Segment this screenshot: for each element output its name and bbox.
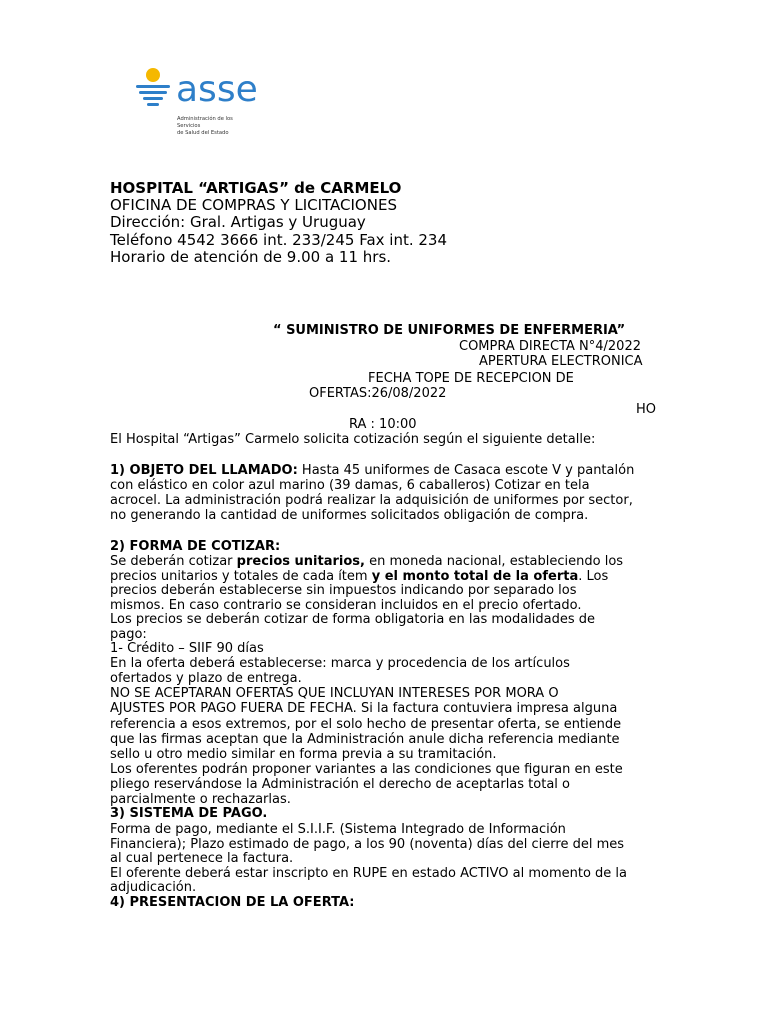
asse-logo (134, 68, 264, 138)
text-run: . Los (578, 569, 609, 584)
logo-line (143, 97, 163, 100)
logo-subtitle-line: de Salud del Estado (177, 130, 229, 136)
text-run: Si la factura contuviera impresa alguna (356, 701, 618, 716)
opening-type: APERTURA ELECTRONICA (479, 354, 643, 369)
section-1-heading: 1) OBJETO DEL LLAMADO: (110, 463, 298, 478)
logo-line (139, 91, 167, 94)
section-2-line: mismos. En caso contrario se consideran incluidos en el precio ofertado. (110, 598, 582, 613)
hospital-title: HOSPITAL “ARTIGAS” de CARMELO (110, 179, 402, 197)
section-2-line: sello u otro medio similar en forma previa a su tramitación. (110, 747, 497, 762)
section-2-line: Los oferentes podrán proponer variantes a las condiciones que figuran en este (110, 762, 623, 777)
section-2-line: parcialmente o rechazarlas. (110, 792, 291, 807)
section-2-line: pliego reservándose la Administración el derecho de aceptarlas total o (110, 777, 570, 792)
section-2-line: referencia a esos extremos, por el solo hecho de presentar oferta, se entiende (110, 717, 622, 732)
intro-text: El Hospital “Artigas” Carmelo solicita cotización según el siguiente detalle: (110, 432, 596, 447)
address: Dirección: Gral. Artigas y Uruguay (110, 213, 366, 232)
section-2-line: Los precios se deberán cotizar de forma obligatoria en las modalidades de (110, 612, 596, 627)
logo-wordmark: asse (176, 69, 258, 110)
deadline-date: OFERTAS:26/08/2022 (309, 386, 447, 401)
deadline-time-cont: RA : 10:00 (349, 417, 417, 432)
section-2-heading: 2) FORMA DE COTIZAR: (110, 539, 281, 554)
section-2-line (110, 702, 617, 717)
office-name: OFICINA DE COMPRAS Y LICITACIONES (110, 196, 397, 215)
section-2-line: precios deberán establecerse sin impuestos indicando por separado los (110, 583, 577, 598)
section-1-line: acrocel. La administración podrá realizar la adquisición de uniformes por sector, (110, 493, 633, 508)
section-1-line: no generando la cantidad de uniformes solicitados obligación de compra. (110, 508, 589, 523)
bold-run: precios unitarios, (236, 554, 365, 569)
text-run: en moneda nacional, estableciendo los (364, 554, 624, 569)
phone: Teléfono 4542 3666 int. 233/245 Fax int. 234 (110, 230, 448, 249)
deadline-time: HO (636, 402, 657, 417)
logo-subtitle-line: Administración de los Servicios (177, 116, 233, 129)
section-1-line (110, 464, 634, 479)
section-2-line: 1- Crédito – SIIF 90 días (110, 641, 264, 656)
sun-icon (146, 68, 160, 82)
text-run: AJUSTES POR PAGO FUERA DE FECHA. (110, 701, 357, 716)
section-3-line: Forma de pago, mediante el S.I.I.F. (Sistema Integrado de Información (110, 822, 566, 837)
logo-subtitle (177, 116, 257, 137)
text-run: Se deberán cotizar (110, 554, 237, 569)
hospital-header (110, 180, 447, 266)
section-2-line: NO SE ACEPTARAN OFERTAS QUE INCLUYAN INTERESES POR MORA O (110, 686, 559, 701)
section-3-line: El oferente deberá estar inscripto en RUPE en estado ACTIVO al momento de la (110, 866, 627, 881)
text-run: precios unitarios y totales de cada ítem (110, 569, 372, 584)
bold-run: y el monto total de la oferta (371, 569, 579, 584)
section-3-line: adjudicación. (110, 880, 197, 895)
section-1-text: Hasta 45 uniformes de Casaca escote V y pantalón (297, 463, 635, 478)
section-2-line: En la oferta deberá establecerse: marca y procedencia de los artículos (110, 656, 570, 671)
hours: Horario de atención de 9.00 a 11 hrs. (110, 247, 392, 266)
purchase-number: COMPRA DIRECTA N°4/2022 (459, 339, 641, 354)
logo-line (136, 85, 170, 88)
notice-subject: “ SUMINISTRO DE UNIFORMES DE ENFERMERIA” (273, 323, 626, 338)
section-3-line: Financiera); Plazo estimado de pago, a los 90 (noventa) días del cierre del mes (110, 837, 625, 852)
section-3-line: al cual pertenece la factura. (110, 851, 294, 866)
section-4-heading: 4) PRESENTACION DE LA OFERTA: (110, 895, 355, 910)
section-2-line: que las firmas aceptan que la Administración anule dicha referencia mediante (110, 732, 620, 747)
logo-line (147, 103, 159, 106)
section-2-line (110, 555, 623, 570)
section-2-line: pago: (110, 627, 147, 642)
section-1-line: con elástico en color azul marino (39 damas, 6 caballeros) Cotizar en tela (110, 478, 590, 493)
section-2-line: ofertados y plazo de entrega. (110, 671, 302, 686)
section-3-heading: 3) SISTEMA DE PAGO. (110, 806, 268, 821)
deadline-label: FECHA TOPE DE RECEPCION DE (368, 371, 574, 386)
